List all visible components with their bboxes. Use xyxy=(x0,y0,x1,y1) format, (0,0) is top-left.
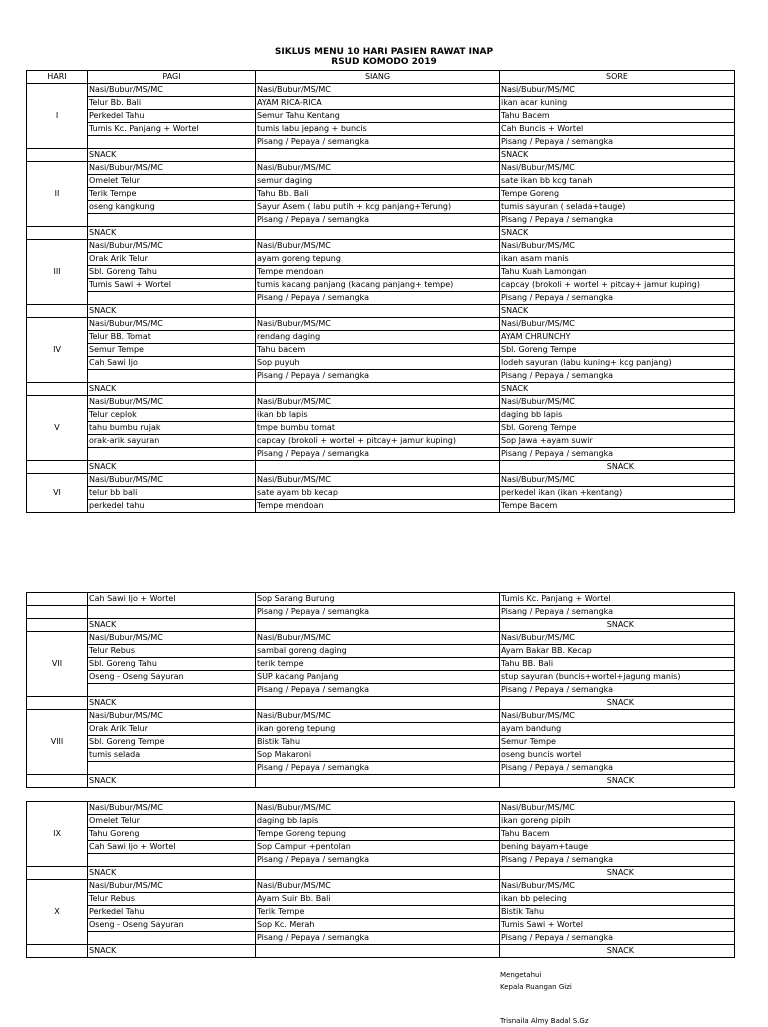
menu-cell-sore: lodeh sayuran (labu kuning+ kcg panjang) xyxy=(500,357,735,370)
snack-spacer xyxy=(27,461,88,474)
snack-cell-siang xyxy=(256,227,500,240)
table-row xyxy=(27,684,735,697)
menu-cell-sore: Semur Tempe xyxy=(500,736,735,749)
snack-cell-sore: SNACK xyxy=(500,149,735,162)
table-row xyxy=(27,357,735,370)
menu-cell-siang: Pisang / Pepaya / semangka xyxy=(256,136,500,149)
menu-cell-sore: Nasi/Bubur/MS/MC xyxy=(500,396,735,409)
table-row xyxy=(27,500,735,513)
menu-cell-sore: Pisang / Pepaya / semangka xyxy=(500,684,735,697)
day-label: II xyxy=(27,162,88,227)
menu-cell-pagi: Sbl. Goreng Tahu xyxy=(88,266,256,279)
menu-cell-pagi: Telur ceplok xyxy=(88,409,256,422)
header-pagi: PAGI xyxy=(88,71,256,84)
menu-cell-pagi: oseng kangkung xyxy=(88,201,256,214)
table-row xyxy=(27,188,735,201)
menu-cell-siang: Semur Tahu Kentang xyxy=(256,110,500,123)
menu-cell-siang: Bistik Tahu xyxy=(256,736,500,749)
menu-cell-siang: semur daging xyxy=(256,175,500,188)
table-row xyxy=(27,396,735,409)
table-row xyxy=(27,893,735,906)
menu-cell-pagi: Nasi/Bubur/MS/MC xyxy=(88,84,256,97)
snack-row xyxy=(27,383,735,396)
snack-spacer xyxy=(27,775,88,788)
snack-cell-pagi: SNACK xyxy=(88,149,256,162)
table-row xyxy=(27,84,735,97)
snack-row xyxy=(27,149,735,162)
menu-cell-pagi: Oseng - Oseng Sayuran xyxy=(88,919,256,932)
snack-cell-pagi: SNACK xyxy=(88,305,256,318)
snack-spacer xyxy=(27,867,88,880)
menu-cell-sore: Bistik Tahu xyxy=(500,906,735,919)
menu-cell-sore: Nasi/Bubur/MS/MC xyxy=(500,318,735,331)
menu-cell-siang: capcay (brokoli + wortel + pitcay+ jamur kuping) xyxy=(256,435,500,448)
snack-row xyxy=(27,305,735,318)
day-label: III xyxy=(27,240,88,305)
menu-cell-sore: Ayam Bakar BB. Kecap xyxy=(500,645,735,658)
table-row xyxy=(27,331,735,344)
menu-cell-siang: Sop puyuh xyxy=(256,357,500,370)
menu-cell-pagi: Orak Arik Telur xyxy=(88,253,256,266)
menu-cell-sore: ikan goreng pipih xyxy=(500,815,735,828)
menu-cell-pagi: Omelet Telur xyxy=(88,815,256,828)
menu-cell-pagi: tahu bumbu rujak xyxy=(88,422,256,435)
menu-cell-pagi: Telur Rebus xyxy=(88,645,256,658)
menu-cell-pagi: perkedel tahu xyxy=(88,500,256,513)
snack-row xyxy=(27,461,735,474)
day-label: I xyxy=(27,84,88,149)
table-row xyxy=(27,854,735,867)
menu-cell-pagi xyxy=(88,762,256,775)
menu-cell-sore: Nasi/Bubur/MS/MC xyxy=(500,162,735,175)
approval-title: Kepala Ruangan Gizi xyxy=(500,983,572,991)
table-row xyxy=(27,487,735,500)
menu-cell-pagi: Terik Tempe xyxy=(88,188,256,201)
table-row xyxy=(27,606,735,619)
menu-cell-sore: Tumis Sawi + Wortel xyxy=(500,919,735,932)
table-row xyxy=(27,593,735,606)
menu-cell-sore: ayam bandung xyxy=(500,723,735,736)
page-title: SIKLUS MENU 10 HARI PASIEN RAWAT INAP xyxy=(274,47,494,57)
menu-cell-siang: Terik Tempe xyxy=(256,906,500,919)
menu-cell-siang: ayam goreng tepung xyxy=(256,253,500,266)
snack-cell-pagi: SNACK xyxy=(88,461,256,474)
menu-cell-siang: Nasi/Bubur/MS/MC xyxy=(256,802,500,815)
table-row xyxy=(27,162,735,175)
table-row xyxy=(27,815,735,828)
snack-row xyxy=(27,867,735,880)
snack-cell-sore: SNACK xyxy=(500,227,735,240)
menu-cell-pagi: Nasi/Bubur/MS/MC xyxy=(88,162,256,175)
menu-cell-siang: rendang daging xyxy=(256,331,500,344)
page-subtitle: RSUD KOMODO 2019 xyxy=(331,57,437,67)
menu-cell-pagi: Perkedel Tahu xyxy=(88,110,256,123)
menu-cell-siang: tumis kacang panjang (kacang panjang+ tempe) xyxy=(256,279,500,292)
menu-cell-pagi: Telur Bb. Bali xyxy=(88,97,256,110)
snack-cell-sore: SNACK xyxy=(500,305,735,318)
menu-cell-sore: Nasi/Bubur/MS/MC xyxy=(500,802,735,815)
menu-cell-sore: Nasi/Bubur/MS/MC xyxy=(500,240,735,253)
table-row xyxy=(27,645,735,658)
snack-spacer xyxy=(27,305,88,318)
menu-cell-pagi: Semur Tempe xyxy=(88,344,256,357)
menu-cell-siang: daging bb lapis xyxy=(256,815,500,828)
menu-cell-sore: Tahu BB. Bali xyxy=(500,658,735,671)
menu-cell-pagi: Telur Rebus xyxy=(88,893,256,906)
day-label: IV xyxy=(27,318,88,383)
menu-cell-sore: Tempe Bacem xyxy=(500,500,735,513)
menu-cell-pagi xyxy=(88,136,256,149)
menu-cell-siang: Nasi/Bubur/MS/MC xyxy=(256,632,500,645)
menu-cell-siang: Pisang / Pepaya / semangka xyxy=(256,932,500,945)
snack-cell-sore: SNACK xyxy=(500,775,735,788)
menu-table-part-2 xyxy=(26,592,735,788)
menu-cell-pagi: telur bb bali xyxy=(88,487,256,500)
menu-cell-siang: Pisang / Pepaya / semangka xyxy=(256,370,500,383)
menu-cell-pagi xyxy=(88,932,256,945)
menu-cell-siang: Sop Campur +pentolan xyxy=(256,841,500,854)
snack-cell-sore: SNACK xyxy=(500,619,735,632)
snack-cell-pagi: SNACK xyxy=(88,775,256,788)
menu-cell-sore: Pisang / Pepaya / semangka xyxy=(500,606,735,619)
snack-cell-sore: SNACK xyxy=(500,867,735,880)
table-row xyxy=(27,932,735,945)
snack-spacer xyxy=(27,383,88,396)
menu-cell-sore: ikan acar kuning xyxy=(500,97,735,110)
menu-cell-siang: sambal goreng daging xyxy=(256,645,500,658)
table-row xyxy=(27,201,735,214)
menu-cell-siang: Pisang / Pepaya / semangka xyxy=(256,854,500,867)
table-row xyxy=(27,318,735,331)
table-row xyxy=(27,828,735,841)
table-row xyxy=(27,175,735,188)
table-row xyxy=(27,736,735,749)
menu-cell-sore: Sop Jawa +ayam suwir xyxy=(500,435,735,448)
day-label: VI xyxy=(27,474,88,513)
menu-cell-pagi: Cah Sawi Ijo + Wortel xyxy=(88,593,256,606)
menu-cell-sore: Pisang / Pepaya / semangka xyxy=(500,932,735,945)
table-row xyxy=(27,762,735,775)
snack-cell-siang xyxy=(256,149,500,162)
menu-cell-sore: Sbl. Goreng Tempe xyxy=(500,422,735,435)
menu-cell-pagi: Tumis Sawi + Wortel xyxy=(88,279,256,292)
menu-cell-sore: tumis sayuran ( selada+tauge) xyxy=(500,201,735,214)
menu-cell-sore: Nasi/Bubur/MS/MC xyxy=(500,632,735,645)
snack-spacer xyxy=(27,697,88,710)
menu-cell-sore: Cah Buncis + Wortel xyxy=(500,123,735,136)
menu-cell-pagi: Sbl. Goreng Tahu xyxy=(88,658,256,671)
snack-cell-pagi: SNACK xyxy=(88,697,256,710)
menu-cell-siang: AYAM RICA-RICA xyxy=(256,97,500,110)
menu-cell-pagi xyxy=(88,214,256,227)
menu-cell-siang: Tahu bacem xyxy=(256,344,500,357)
menu-cell-pagi: Oseng - Oseng Sayuran xyxy=(88,671,256,684)
table-row xyxy=(27,919,735,932)
menu-cell-siang: Tempe mendoan xyxy=(256,500,500,513)
menu-cell-siang: SUP kacang Panjang xyxy=(256,671,500,684)
table-row xyxy=(27,266,735,279)
menu-cell-siang: Nasi/Bubur/MS/MC xyxy=(256,162,500,175)
snack-row xyxy=(27,775,735,788)
menu-cell-sore: Pisang / Pepaya / semangka xyxy=(500,136,735,149)
menu-cell-sore: stup sayuran (buncis+wortel+jagung manis) xyxy=(500,671,735,684)
table-row xyxy=(27,474,735,487)
menu-cell-siang: Pisang / Pepaya / semangka xyxy=(256,762,500,775)
menu-cell-sore: ikan asam manis xyxy=(500,253,735,266)
snack-cell-siang xyxy=(256,697,500,710)
snack-cell-pagi: SNACK xyxy=(88,867,256,880)
menu-cell-siang: Nasi/Bubur/MS/MC xyxy=(256,84,500,97)
menu-cell-sore: Nasi/Bubur/MS/MC xyxy=(500,880,735,893)
table-row xyxy=(27,906,735,919)
snack-cell-pagi: SNACK xyxy=(88,227,256,240)
menu-cell-siang: sate ayam bb kecap xyxy=(256,487,500,500)
table-row xyxy=(27,292,735,305)
menu-cell-sore: sate ikan bb kcg tanah xyxy=(500,175,735,188)
snack-cell-sore: SNACK xyxy=(500,383,735,396)
snack-row xyxy=(27,697,735,710)
menu-cell-sore: AYAM CHRUNCHY xyxy=(500,331,735,344)
menu-cell-sore: Pisang / Pepaya / semangka xyxy=(500,214,735,227)
menu-cell-pagi: Nasi/Bubur/MS/MC xyxy=(88,632,256,645)
menu-cell-pagi: Sbl. Goreng Tempe xyxy=(88,736,256,749)
day-continuation xyxy=(27,606,88,619)
menu-cell-sore: Pisang / Pepaya / semangka xyxy=(500,854,735,867)
menu-cell-siang: Tempe mendoan xyxy=(256,266,500,279)
menu-cell-sore: ikan bb pelecing xyxy=(500,893,735,906)
menu-cell-siang: Ayam Suir Bb. Bali xyxy=(256,893,500,906)
snack-cell-siang xyxy=(256,775,500,788)
menu-cell-siang: terik tempe xyxy=(256,658,500,671)
menu-cell-sore: Pisang / Pepaya / semangka xyxy=(500,448,735,461)
menu-table-part-1 xyxy=(26,70,735,513)
menu-cell-sore: Nasi/Bubur/MS/MC xyxy=(500,474,735,487)
menu-cell-sore: Tahu Kuah Lamongan xyxy=(500,266,735,279)
table-row xyxy=(27,880,735,893)
snack-cell-pagi: SNACK xyxy=(88,619,256,632)
snack-cell-sore: SNACK xyxy=(500,697,735,710)
snack-cell-pagi: SNACK xyxy=(88,945,256,958)
header-hari: HARI xyxy=(27,71,88,84)
menu-cell-siang: Nasi/Bubur/MS/MC xyxy=(256,318,500,331)
menu-cell-siang: Sop Sarang Burung xyxy=(256,593,500,606)
menu-cell-pagi: Cah Sawi Ijo + Wortel xyxy=(88,841,256,854)
table-row xyxy=(27,279,735,292)
header-siang: SIANG xyxy=(256,71,500,84)
snack-cell-sore: SNACK xyxy=(500,945,735,958)
day-label: V xyxy=(27,396,88,461)
approval-signer: Trisnaila Almy Badal S.Gz xyxy=(500,1017,589,1025)
menu-cell-sore: Sbl. Goreng Tempe xyxy=(500,344,735,357)
day-label: VII xyxy=(27,632,88,697)
menu-cell-pagi: Nasi/Bubur/MS/MC xyxy=(88,710,256,723)
menu-cell-pagi: Tahu Goreng xyxy=(88,828,256,841)
table-row xyxy=(27,658,735,671)
menu-cell-pagi xyxy=(88,606,256,619)
table-row xyxy=(27,802,735,815)
menu-cell-siang: tmpe bumbu tomat xyxy=(256,422,500,435)
menu-cell-sore: perkedel ikan (ikan +kentang) xyxy=(500,487,735,500)
snack-spacer xyxy=(27,227,88,240)
menu-cell-siang: Pisang / Pepaya / semangka xyxy=(256,448,500,461)
menu-cell-pagi: Telur BB. Tomat xyxy=(88,331,256,344)
snack-row xyxy=(27,945,735,958)
table-row xyxy=(27,110,735,123)
snack-spacer xyxy=(27,619,88,632)
snack-spacer xyxy=(27,945,88,958)
menu-cell-siang: ikan bb lapis xyxy=(256,409,500,422)
snack-row xyxy=(27,619,735,632)
menu-cell-sore: Tahu Bacem xyxy=(500,110,735,123)
day-label: IX xyxy=(27,802,88,867)
table-row xyxy=(27,370,735,383)
menu-cell-sore: Tumis Kc. Panjang + Wortel xyxy=(500,593,735,606)
table-row xyxy=(27,710,735,723)
table-row xyxy=(27,344,735,357)
menu-cell-siang: Nasi/Bubur/MS/MC xyxy=(256,396,500,409)
menu-cell-pagi: orak-arik sayuran xyxy=(88,435,256,448)
menu-cell-siang: Pisang / Pepaya / semangka xyxy=(256,684,500,697)
day-label: VIII xyxy=(27,710,88,775)
snack-cell-siang xyxy=(256,461,500,474)
menu-cell-sore: capcay (brokoli + wortel + pitcay+ jamur kuping) xyxy=(500,279,735,292)
snack-cell-siang xyxy=(256,305,500,318)
table-row xyxy=(27,409,735,422)
menu-cell-siang: Tempe Goreng tepung xyxy=(256,828,500,841)
day-continuation xyxy=(27,593,88,606)
menu-cell-sore: Nasi/Bubur/MS/MC xyxy=(500,710,735,723)
menu-cell-sore: Tahu Bacem xyxy=(500,828,735,841)
snack-cell-siang xyxy=(256,945,500,958)
approval-label: Mengetahui xyxy=(500,971,542,979)
menu-cell-siang: Pisang / Pepaya / semangka xyxy=(256,292,500,305)
snack-cell-siang xyxy=(256,867,500,880)
menu-cell-pagi xyxy=(88,448,256,461)
menu-cell-siang: ikan goreng tepung xyxy=(256,723,500,736)
menu-cell-pagi: Nasi/Bubur/MS/MC xyxy=(88,396,256,409)
table-row xyxy=(27,97,735,110)
menu-cell-sore: bening bayam+tauge xyxy=(500,841,735,854)
table-row xyxy=(27,136,735,149)
snack-spacer xyxy=(27,149,88,162)
menu-cell-pagi: Nasi/Bubur/MS/MC xyxy=(88,880,256,893)
header-sore: SORE xyxy=(500,71,735,84)
menu-cell-siang: Nasi/Bubur/MS/MC xyxy=(256,710,500,723)
menu-cell-siang: Nasi/Bubur/MS/MC xyxy=(256,880,500,893)
menu-cell-pagi xyxy=(88,854,256,867)
menu-cell-sore: Nasi/Bubur/MS/MC xyxy=(500,84,735,97)
snack-cell-siang xyxy=(256,619,500,632)
menu-cell-pagi: Nasi/Bubur/MS/MC xyxy=(88,474,256,487)
snack-row xyxy=(27,227,735,240)
menu-cell-siang: Nasi/Bubur/MS/MC xyxy=(256,240,500,253)
menu-cell-sore: Pisang / Pepaya / semangka xyxy=(500,370,735,383)
menu-cell-siang: Nasi/Bubur/MS/MC xyxy=(256,474,500,487)
menu-cell-siang: tumis labu jepang + buncis xyxy=(256,123,500,136)
menu-cell-siang: Tahu Bb. Bali xyxy=(256,188,500,201)
menu-cell-siang: Sayur Asem ( labu putih + kcg panjang+Terung) xyxy=(256,201,500,214)
table-row xyxy=(27,632,735,645)
table-row xyxy=(27,123,735,136)
menu-cell-pagi: tumis selada xyxy=(88,749,256,762)
menu-cell-siang: Pisang / Pepaya / semangka xyxy=(256,214,500,227)
menu-cell-pagi: Orak Arik Telur xyxy=(88,723,256,736)
menu-cell-siang: Sop Kc. Merah xyxy=(256,919,500,932)
menu-cell-pagi: Nasi/Bubur/MS/MC xyxy=(88,802,256,815)
menu-cell-pagi xyxy=(88,370,256,383)
menu-cell-pagi: Omelet Telur xyxy=(88,175,256,188)
snack-cell-pagi: SNACK xyxy=(88,383,256,396)
table-row xyxy=(27,448,735,461)
menu-cell-pagi: Nasi/Bubur/MS/MC xyxy=(88,240,256,253)
table-row xyxy=(27,435,735,448)
snack-cell-sore: SNACK xyxy=(500,461,735,474)
menu-cell-sore: Pisang / Pepaya / semangka xyxy=(500,292,735,305)
snack-cell-siang xyxy=(256,383,500,396)
menu-cell-sore: daging bb lapis xyxy=(500,409,735,422)
table-row xyxy=(27,749,735,762)
table-row xyxy=(27,214,735,227)
menu-table-part-3 xyxy=(26,801,735,958)
menu-cell-pagi xyxy=(88,684,256,697)
table-row xyxy=(27,671,735,684)
menu-cell-pagi xyxy=(88,292,256,305)
menu-cell-pagi: Tumis Kc. Panjang + Wortel xyxy=(88,123,256,136)
menu-cell-siang: Sop Makaroni xyxy=(256,749,500,762)
menu-cell-sore: Pisang / Pepaya / semangka xyxy=(500,762,735,775)
table-row xyxy=(27,422,735,435)
menu-cell-pagi: Cah Sawi Ijo xyxy=(88,357,256,370)
menu-cell-siang: Pisang / Pepaya / semangka xyxy=(256,606,500,619)
table-row xyxy=(27,253,735,266)
menu-cell-pagi: Nasi/Bubur/MS/MC xyxy=(88,318,256,331)
table-row xyxy=(27,841,735,854)
menu-cell-pagi: Perkedel Tahu xyxy=(88,906,256,919)
menu-cell-sore: Tempe Goreng xyxy=(500,188,735,201)
day-label: X xyxy=(27,880,88,945)
table-row xyxy=(27,240,735,253)
menu-cell-sore: oseng buncis wortel xyxy=(500,749,735,762)
table-row xyxy=(27,723,735,736)
